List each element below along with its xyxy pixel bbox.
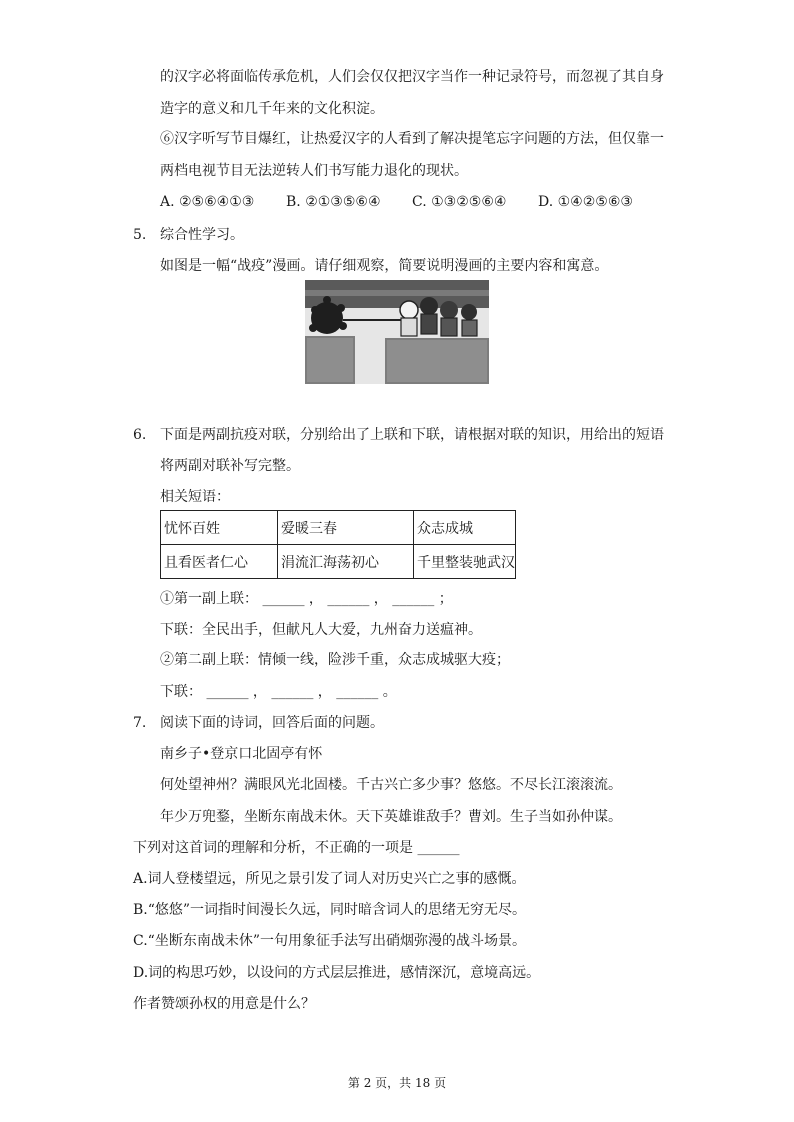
couplet1-lower: 下联：全民出手，但献凡人大爱，九州奋力送瘟神。 <box>160 622 482 638</box>
q4-option-c: C. ①③②⑤⑥④ <box>412 194 507 210</box>
poem-title: 南乡子•登京口北固亭有怀 <box>160 746 323 762</box>
q6-prompt-line-2: 将两副对联补写完整。 <box>160 458 300 474</box>
couplet2-lower: 下联： ______ ， ______ ， ______ 。 <box>160 684 397 700</box>
q6-prompt-line-1: 下面是两副抗疫对联，分别给出了上联和下联，请根据对联的知识，用给出的短语 <box>160 427 664 443</box>
table-row <box>161 511 516 545</box>
q5-number: 5. <box>133 227 147 243</box>
page-footer: 第 2 页，共 18 页 <box>347 1076 447 1090</box>
passage-line-2: 造字的意义和几千年来的文化积淀。 <box>160 101 384 117</box>
q4-option-a: A. ②⑤⑥④①③ <box>160 194 255 210</box>
poem-line-2: 年少万兜鍪，坐断东南战未休。天下英雄谁敌手？曹刘。生子当如孙仲谋。 <box>160 809 622 825</box>
q7-choice-c: C.“坐断东南战未休”一句用象征手法写出硝烟弥漫的战斗场景。 <box>133 933 526 949</box>
phrase-cell: 涓流汇海荡初心 <box>278 545 414 579</box>
phrases-table <box>160 510 516 579</box>
q5-title: 综合性学习。 <box>160 227 244 243</box>
phrase-cell: 众志成城 <box>414 511 516 545</box>
q7-choice-d: D.词的构思巧妙，以设问的方式层层推进，感情深沉，意境高远。 <box>133 965 541 981</box>
phrase-cell: 爱暖三春 <box>278 511 414 545</box>
q4-option-d: D. ①④②⑤⑥③ <box>538 194 633 210</box>
passage-line-4: 两档电视节目无法逆转人们书写能力退化的现状。 <box>160 163 468 179</box>
q5-prompt: 如图是一幅“战疫”漫画。请仔细观察，简要说明漫画的主要内容和寓意。 <box>160 258 609 274</box>
poem-line-1: 何处望神州？满眼风光北固楼。千古兴亡多少事？悠悠。不尽长江滚滚流。 <box>160 777 622 793</box>
table-row <box>161 545 516 579</box>
q7-question: 下列对这首词的理解和分析，不正确的一项是 ______ <box>133 840 460 856</box>
phrase-cell: 千里整装驰武汉 <box>414 545 516 579</box>
q7-number: 7. <box>133 715 147 731</box>
couplet1-upper: ①第一副上联： ______ ， ______ ， ______ ； <box>160 591 453 607</box>
passage-line-3: ⑥汉字听写节目爆红，让热爱汉字的人看到了解决提笔忘字问题的方法，但仅靠一 <box>160 131 664 147</box>
couplet2-upper: ②第二副上联：情倾一线，险涉千重，众志成城驱大疫； <box>160 652 510 668</box>
q7-choice-b: B.“悠悠”一词指时间漫长久远，同时暗含词人的思绪无穷无尽。 <box>133 902 527 918</box>
passage-line-1: 的汉字必将面临传承危机，人们会仅仅把汉字当作一种记录符号，而忽视了其自身 <box>160 69 664 85</box>
q7-prompt: 阅读下面的诗词，回答后面的问题。 <box>160 715 384 731</box>
cartoon-image <box>305 280 489 384</box>
q7-choice-a: A.词人登楼望远，所见之景引发了词人对历史兴亡之事的感慨。 <box>133 871 526 887</box>
phrase-cell: 且看医者仁心 <box>161 545 278 579</box>
cartoon-drawing <box>305 280 489 384</box>
q6-phrases-label: 相关短语： <box>160 489 230 505</box>
q6-number: 6. <box>133 427 147 443</box>
q7-question-2: 作者赞颂孙权的用意是什么？ <box>133 996 315 1012</box>
q4-option-b: B. ②①③⑤⑥④ <box>286 194 381 210</box>
phrase-cell: 忧怀百姓 <box>161 511 278 545</box>
